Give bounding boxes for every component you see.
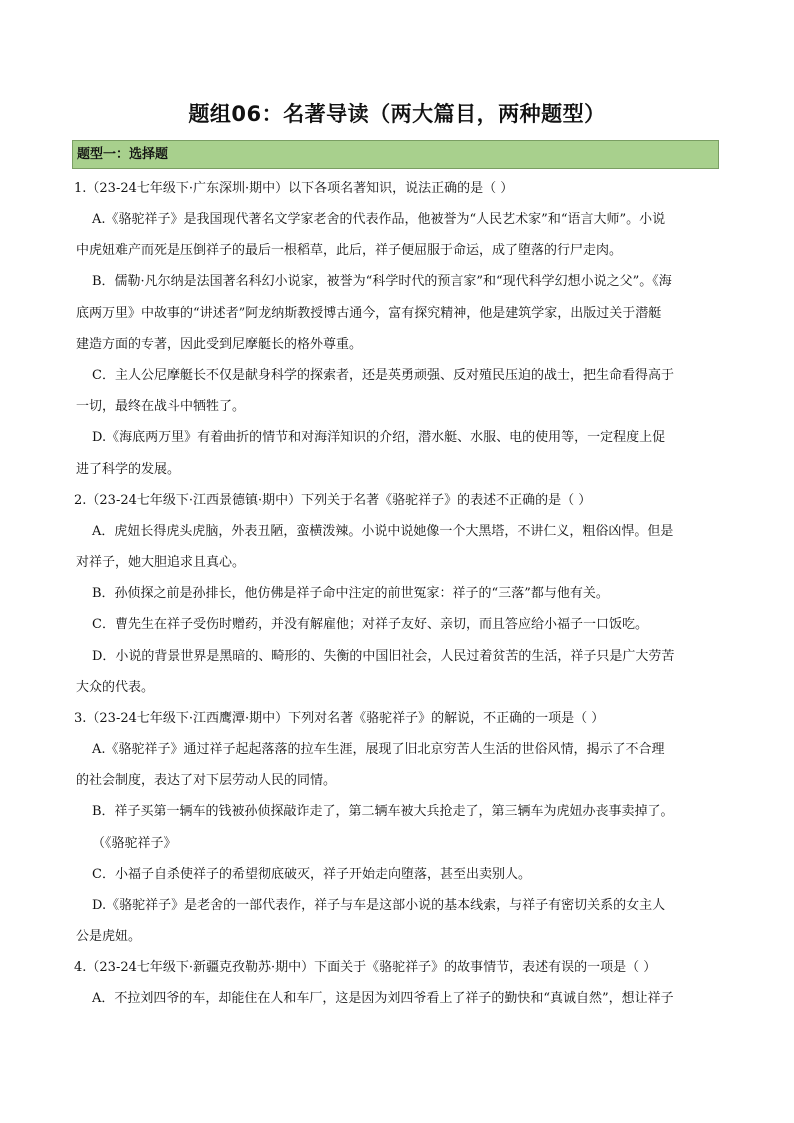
option-a	[76, 734, 726, 796]
option-d	[76, 641, 726, 703]
option-a	[76, 204, 726, 266]
question-list	[76, 173, 726, 1015]
question-stem: 4.（23-24七年级下·新疆克孜勒苏·期中）下面关于《骆驼祥子》的故事情节，表述有误的一项是（ ）	[74, 960, 657, 976]
question-3	[76, 703, 726, 952]
option-line: B．孙侦探之前是孙排长，他仿佛是祥子命中注定的前世冤家：祥子的“三落”都与他有关。	[92, 586, 609, 602]
option-a	[76, 516, 726, 578]
option-line: D.《骆驼祥子》是老舍的一部代表作，祥子与车是这部小说的基本线索，与祥子有密切关系的女主人	[92, 898, 666, 914]
option-line: D.《海底两万里》有着曲折的情节和对海洋知识的介绍，潜水艇、水服、电的使用等，一定程度上促	[92, 430, 666, 446]
option-line: A．虎妞长得虎头虎脑，外表丑陋，蛮横泼辣。小说中说她像一个大黑塔，不讲仁义，粗俗凶悍。但是	[92, 523, 674, 539]
option-line: 大众的代表。	[76, 679, 155, 695]
page-title: 题组06：名著导读（两大篇目，两种题型）	[188, 102, 606, 126]
option-line: 底两万里》中故事的“讲述者”阿龙纳斯教授博古通今，富有探究精神，他是建筑学家，出版过关于潜艇	[76, 305, 662, 321]
question-stem: 3.（23-24七年级下·江西鹰潭·期中）下列对名著《骆驼祥子》的解说，不正确的一项是（ ）	[74, 711, 605, 727]
option-line: 对祥子，她大胆追求且真心。	[76, 555, 246, 571]
option-line: 进了科学的发展。	[76, 461, 181, 477]
option-line: B．祥子买第一辆车的钱被孙侦探敲诈走了，第二辆车被大兵抢走了，第三辆车为虎妞办丧事卖掉了。	[92, 804, 674, 820]
option-line: A.《骆驼祥子》是我国现代著名文学家老舍的代表作品，他被誉为“人民艺术家”和“语言大师”。小说	[92, 212, 666, 227]
option-c	[92, 609, 726, 640]
option-line: 公是虎妞。	[76, 929, 142, 945]
question-stem: 2.（23-24七年级下·江西景德镇·期中）下列关于名著《骆驼祥子》的表述不正确的是（ ）	[74, 492, 592, 508]
option-line: A.《骆驼祥子》通过祥子起起落落的拉车生涯，展现了旧北京穷苦人生活的世俗风情，揭示了不合理	[92, 742, 665, 758]
option-line: 中虎妞难产而死是压倒祥子的最后一根稻草，此后，祥子便屈服于命运，成了堕落的行尸走肉。	[76, 243, 623, 259]
question-2	[76, 485, 726, 703]
option-d	[76, 890, 726, 952]
option-d	[76, 422, 726, 484]
option-line: （《骆驼祥子》	[92, 835, 177, 851]
option-line: B．儒勒·凡尔纳是法国著名科幻小说家，被誉为“科学时代的预言家”和“现代科学幻想小说之父”。《海	[92, 274, 672, 290]
option-line: 的社会制度，表达了对下层劳动人民的同情。	[76, 773, 337, 789]
question-stem: 1.（23-24七年级下·广东深圳·期中）以下各项名著知识，说法正确的是（ ）	[74, 181, 514, 196]
question-4	[76, 952, 726, 1014]
option-line: 建造方面的专著，因此受到尼摩艇长的格外尊重。	[76, 336, 363, 352]
option-b	[92, 578, 726, 609]
option-b	[92, 796, 726, 858]
option-line: D．小说的背景世界是黑暗的、畸形的、失衡的中国旧社会，人民过着贫苦的生活，祥子只是广大劳苦	[92, 648, 675, 664]
option-c	[76, 360, 726, 422]
option-a	[92, 983, 726, 1014]
option-c	[92, 859, 726, 890]
option-line: A．不拉刘四爷的车，却能住在人和车厂，这是因为刘四爷看上了祥子的勤快和“真诚自然”，想让祥子	[92, 991, 674, 1007]
section-label: 题型一：选择题	[77, 147, 169, 162]
section-header-bar	[72, 140, 719, 169]
option-line: C．曹先生在祥子受伤时赠药，并没有解雇他；对祥子友好、亲切，而且答应给小福子一口饭吃。	[92, 617, 648, 633]
option-line: C．小福子自杀使祥子的希望彻底破灭，祥子开始走向堕落，甚至出卖别人。	[92, 866, 531, 882]
question-1	[76, 173, 726, 485]
option-line: 一切，最终在战斗中牺牲了。	[76, 399, 246, 415]
option-b	[76, 266, 726, 360]
option-line: C．主人公尼摩艇长不仅是献身科学的探索者，还是英勇顽强、反对殖民压迫的战士，把生命看得高于	[92, 368, 674, 384]
